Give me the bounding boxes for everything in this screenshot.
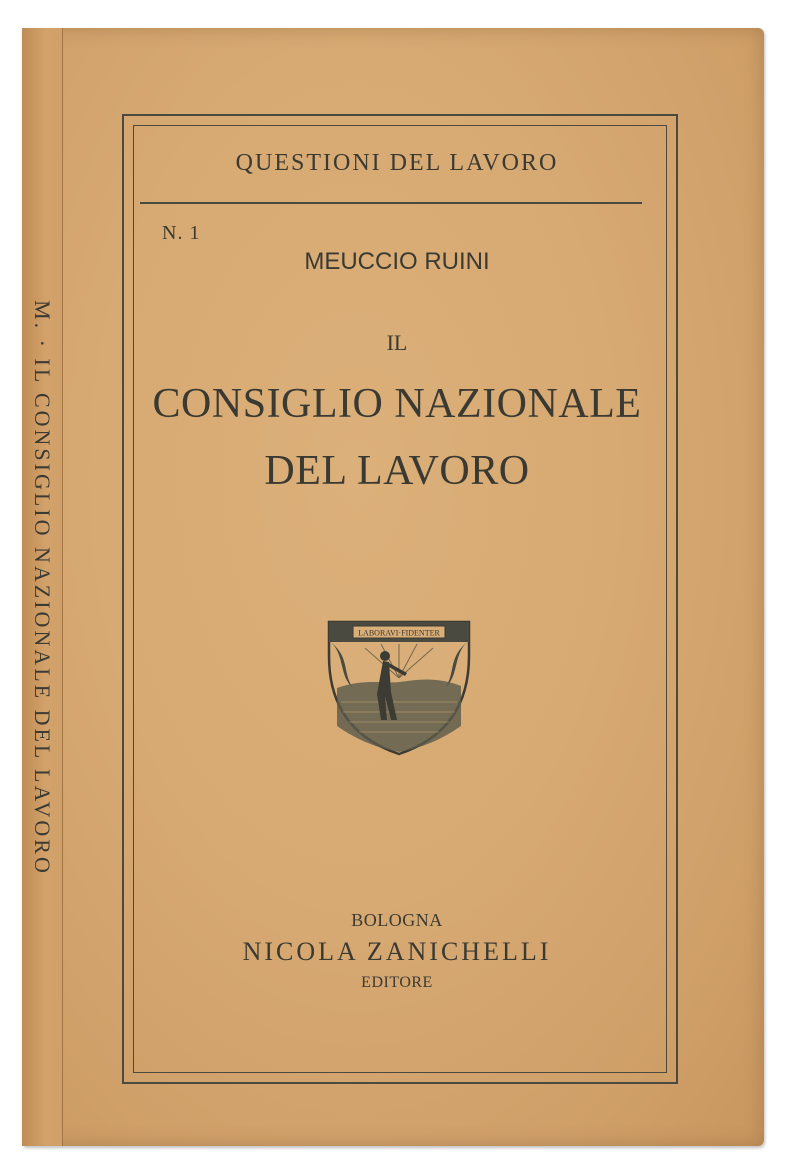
series-title: QUESTIONI DEL LAVORO (235, 150, 559, 176)
volume-number: N. 1 (162, 222, 201, 244)
emblem-motto: LABORAVI·FIDENTER (358, 628, 440, 638)
book-title-line-1: CONSIGLIO NAZIONALE (152, 381, 642, 427)
author-name: MEUCCIO RUINI (304, 248, 490, 275)
title-article: IL (386, 330, 408, 355)
publisher-city: BOLOGNA (351, 910, 443, 930)
book-title-line-2: DEL LAVORO (264, 448, 530, 494)
publisher-emblem (325, 616, 473, 756)
publisher-name: NICOLA ZANICHELLI (242, 937, 552, 966)
spine-title: M. · IL CONSIGLIO NAZIONALE DEL LAVORO (30, 300, 55, 876)
header-rule (140, 202, 642, 204)
publisher-role: EDITORE (361, 974, 433, 991)
